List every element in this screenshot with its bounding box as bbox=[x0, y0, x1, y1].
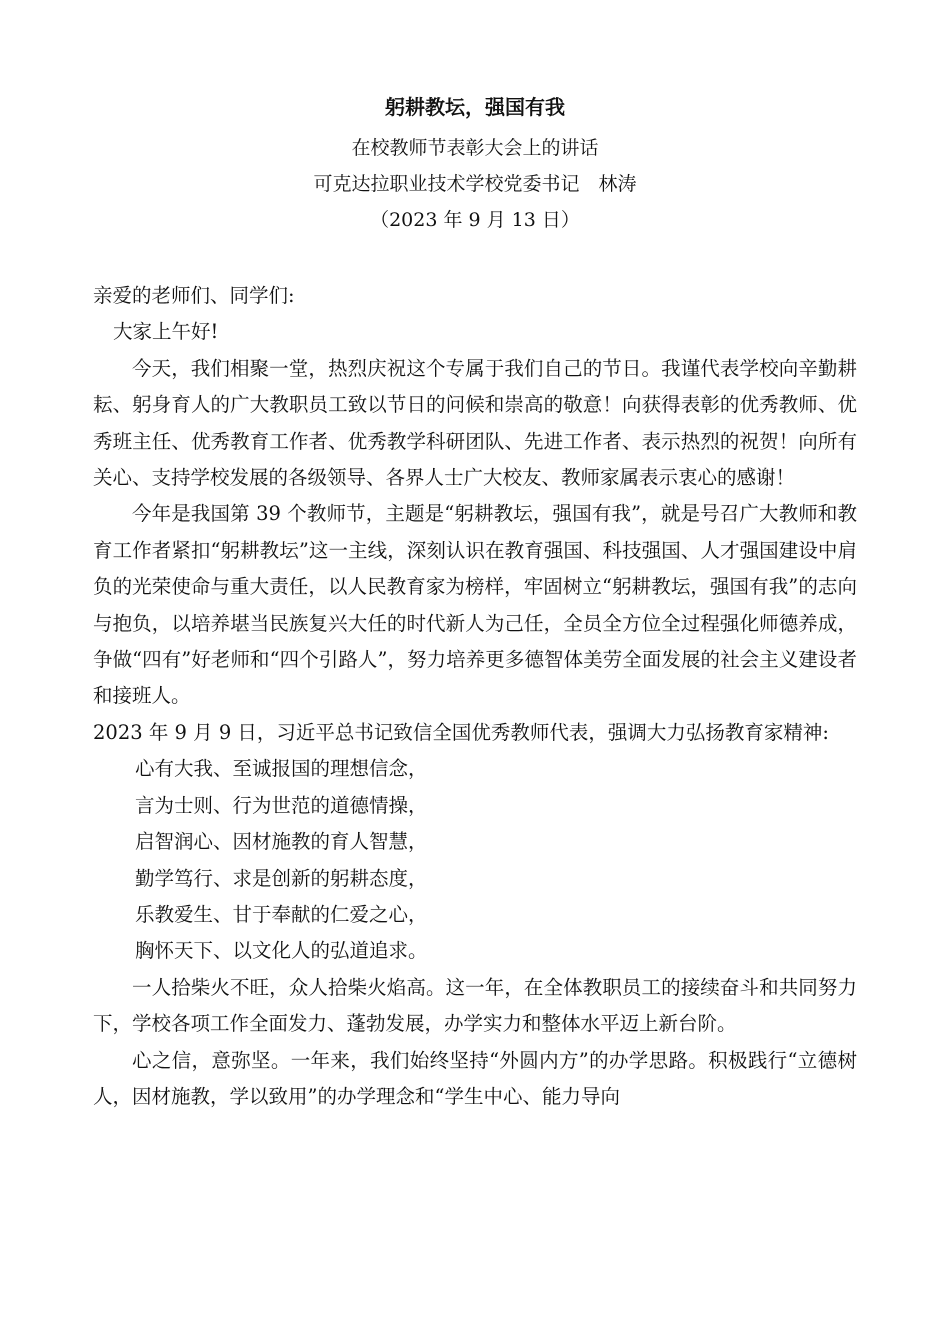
letter-intro: 2023 年 9 月 9 日，习近平总书记致信全国优秀教师代表，强调大力弘扬教育家精神: bbox=[93, 720, 830, 744]
verse-line: 言为士则、行为世范的道德情操， bbox=[135, 793, 428, 817]
paragraph-4: 心之信，意弥坚。一年来，我们始终坚持“外圆内方”的办学思路。积极践行“立德树人，因材施教，学以致用”的办学理念和“学生中心、能力导向 bbox=[93, 1048, 857, 1108]
paragraph-3: 一人拾柴火不旺，众人拾柴火焰高。这一年，在全体教职员工的接续奋斗和共同努力下，学校各项工作全面发力、蓬勃发展，办学实力和整体水平迈上新台阶。 bbox=[93, 975, 857, 1036]
salutation: 亲爱的老师们、同学们: bbox=[93, 284, 295, 307]
document-subtitle: 在校教师节表彰大会上的讲话 bbox=[351, 137, 599, 159]
verse-line: 勤学笃行、求是创新的躬耕态度， bbox=[135, 866, 428, 890]
paragraph-1: 今天，我们相聚一堂，热烈庆祝这个专属于我们自己的节日。我谨代表学校向辛勤耕耘、躬身育人的广大教职员工致以节日的问候和崇高的敬意！向获得表彰的优秀教师、优秀班主任、优秀教育工作者、优秀教学科研团队、先进工作者、表示热烈的祝贺！向所有关心、支持学校发展的各级领导、各界人士广大校友、教师家属表示衷心的感谢！ bbox=[93, 356, 857, 490]
verse-line: 乐教爱生、甘于奉献的仁爱之心， bbox=[135, 902, 428, 926]
paragraph-2: 今年是我国第 39 个教师节，主题是“躬耕教坛，强国有我”，就是号召广大教师和教育工作者紧扣“躬耕教坛”这一主线，深刻认识在教育强国、科技强国、人才强国建设中肩负的光荣使命与重大责任，以人民教育家为榜样，牢固树立“躬耕教坛，强国有我”的志向与抱负，以培养堪当民族复兴大任的时代新人为己任，全员全方位全过程强化师德养成，争做“四有”好老师和“四个引路人”，努力培养更多德智体美劳全面发展的社会主义建设者和接班人。 bbox=[93, 502, 857, 708]
speech-date: （2023 年 9 月 13 日） bbox=[370, 209, 580, 231]
verse-line: 心有大我、至诚报国的理想信念， bbox=[135, 757, 428, 781]
document-page bbox=[93, 92, 857, 1115]
verse-list bbox=[93, 751, 857, 969]
greeting: 大家上午好! bbox=[113, 320, 219, 344]
verse-line: 胸怀天下、以文化人的弘道追求。 bbox=[135, 939, 428, 963]
document-title: 躬耕教坛，强国有我 bbox=[385, 95, 565, 119]
speaker-line: 可克达拉职业技术学校党委书记 林涛 bbox=[313, 173, 637, 195]
verse-line: 启智润心、因材施教的育人智慧， bbox=[135, 830, 428, 854]
